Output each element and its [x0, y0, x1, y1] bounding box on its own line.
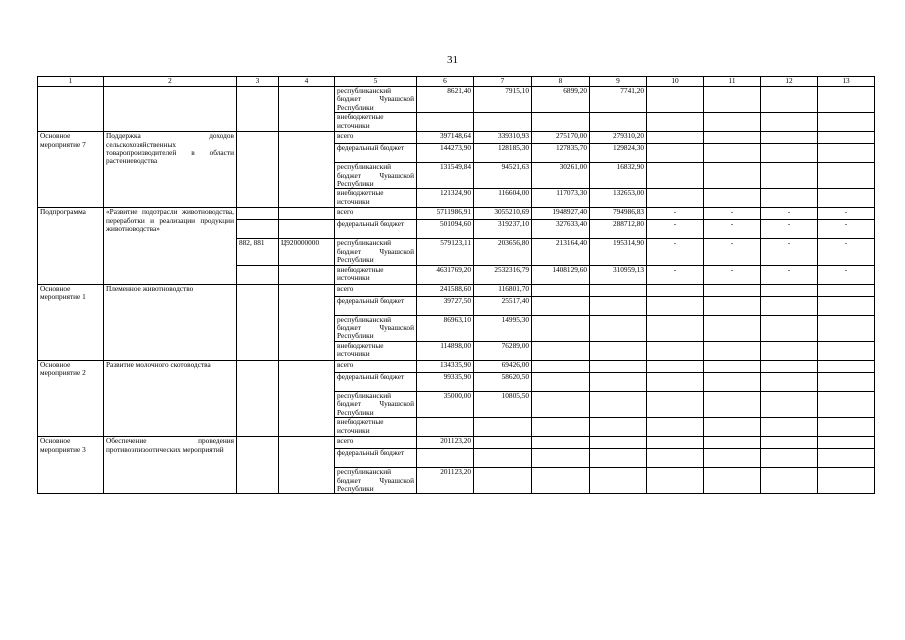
- cell-amount: [647, 391, 704, 417]
- cell-source: республиканский бюджет Чувашской Республики: [335, 163, 417, 189]
- cell-amount: [704, 87, 761, 113]
- column-header: 1: [38, 77, 104, 87]
- cell-amount: [532, 418, 590, 437]
- cell-amount: [532, 113, 590, 132]
- cell-amount: [647, 189, 704, 208]
- cell-amount: -: [704, 220, 761, 239]
- cell-amount: 1408129,60: [532, 265, 590, 284]
- cell-amount: 117073,30: [532, 189, 590, 208]
- cell-amount: 131549,84: [417, 163, 474, 189]
- cell-amount: 86963,10: [417, 315, 474, 341]
- cell-amount: [761, 418, 818, 437]
- cell-amount: [532, 468, 590, 494]
- cell-section: Основное мероприятие 1: [38, 284, 104, 360]
- table-row: [38, 87, 875, 113]
- cell-description: Развитие молочного скотоводства: [104, 360, 237, 436]
- cell-source: внебюджетные источники: [335, 265, 417, 284]
- cell-amount: 10805,50: [474, 391, 532, 417]
- cell-amount: 69426,00: [474, 360, 532, 372]
- cell-amount: [647, 315, 704, 341]
- cell-amount: 3055210,69: [474, 208, 532, 220]
- cell-amount: [647, 449, 704, 468]
- cell-source: внебюджетные источники: [335, 341, 417, 360]
- cell-amount: [647, 296, 704, 315]
- cell-amount: [761, 189, 818, 208]
- cell-amount: 35000,00: [417, 391, 474, 417]
- cell-amount: [647, 437, 704, 449]
- header-row: [38, 77, 875, 87]
- cell-amount: [647, 144, 704, 163]
- cell-source: всего: [335, 360, 417, 372]
- cell-amount: [761, 296, 818, 315]
- cell-amount: [647, 372, 704, 391]
- cell-amount: [647, 360, 704, 372]
- column-header: 7: [474, 77, 532, 87]
- cell-amount: 25517,40: [474, 296, 532, 315]
- cell-amount: [761, 437, 818, 449]
- cell-amount: 114898,00: [417, 341, 474, 360]
- cell-amount: [647, 163, 704, 189]
- table-row: [38, 132, 875, 144]
- cell-code: [279, 132, 335, 208]
- cell-amount: -: [647, 239, 704, 265]
- column-header: 11: [704, 77, 761, 87]
- cell-amount: [590, 437, 647, 449]
- cell-amount: [704, 449, 761, 468]
- cell-source: республиканский бюджет Чувашской Республики: [335, 315, 417, 341]
- table-row: [38, 360, 875, 372]
- cell-amount: [647, 284, 704, 296]
- cell-amount: [474, 418, 532, 437]
- cell-amount: 201123,20: [417, 468, 474, 494]
- cell-amount: 129824,30: [590, 144, 647, 163]
- cell-amount: [647, 87, 704, 113]
- cell-code: [279, 87, 335, 132]
- cell-amount: 16832,90: [590, 163, 647, 189]
- cell-grbs: [237, 360, 279, 436]
- cell-amount: [761, 315, 818, 341]
- cell-code: [279, 284, 335, 360]
- cell-amount: [647, 341, 704, 360]
- cell-amount: [704, 296, 761, 315]
- cell-description: [104, 87, 237, 132]
- cell-amount: 4631769,20: [417, 265, 474, 284]
- cell-amount: 1948927,40: [532, 208, 590, 220]
- cell-amount: [818, 391, 875, 417]
- cell-amount: -: [647, 220, 704, 239]
- cell-section: [38, 87, 104, 132]
- cell-amount: [532, 341, 590, 360]
- cell-amount: [704, 341, 761, 360]
- cell-amount: [590, 360, 647, 372]
- cell-amount: [818, 341, 875, 360]
- cell-source: всего: [335, 284, 417, 296]
- cell-source: федеральный бюджет: [335, 220, 417, 239]
- cell-code: [279, 208, 335, 220]
- table-row: [38, 437, 875, 449]
- cell-amount: [761, 163, 818, 189]
- cell-source: всего: [335, 437, 417, 449]
- cell-amount: [818, 360, 875, 372]
- cell-source: внебюджетные источники: [335, 113, 417, 132]
- cell-amount: [474, 449, 532, 468]
- cell-description: Обеспечение проведения противоэпизоотических мероприятий: [104, 437, 237, 494]
- cell-grbs: [237, 220, 279, 239]
- table-row: [38, 208, 875, 220]
- cell-amount: -: [761, 220, 818, 239]
- cell-amount: [818, 468, 875, 494]
- cell-amount: -: [761, 239, 818, 265]
- cell-source: федеральный бюджет: [335, 449, 417, 468]
- cell-amount: 121324,90: [417, 189, 474, 208]
- cell-amount: [647, 468, 704, 494]
- cell-amount: 14995,30: [474, 315, 532, 341]
- cell-code: [279, 265, 335, 284]
- cell-amount: [818, 132, 875, 144]
- cell-section: Основное мероприятие 7: [38, 132, 104, 208]
- cell-amount: [704, 163, 761, 189]
- cell-source: республиканский бюджет Чувашской Республики: [335, 391, 417, 417]
- cell-amount: [818, 87, 875, 113]
- cell-amount: [417, 418, 474, 437]
- cell-amount: [590, 391, 647, 417]
- cell-amount: 134335,90: [417, 360, 474, 372]
- cell-amount: [590, 468, 647, 494]
- cell-amount: [532, 449, 590, 468]
- cell-amount: [818, 315, 875, 341]
- page-number: 31: [447, 54, 458, 66]
- column-header: 5: [335, 77, 417, 87]
- cell-amount: [761, 284, 818, 296]
- cell-amount: [417, 113, 474, 132]
- cell-amount: 501094,60: [417, 220, 474, 239]
- cell-amount: [818, 418, 875, 437]
- cell-amount: [704, 315, 761, 341]
- cell-amount: -: [818, 220, 875, 239]
- cell-amount: [532, 296, 590, 315]
- cell-grbs: [237, 437, 279, 494]
- cell-amount: -: [818, 208, 875, 220]
- cell-amount: [704, 113, 761, 132]
- cell-amount: [761, 341, 818, 360]
- cell-amount: 128185,30: [474, 144, 532, 163]
- cell-amount: [818, 113, 875, 132]
- cell-amount: 132653,00: [590, 189, 647, 208]
- cell-amount: 195314,90: [590, 239, 647, 265]
- cell-amount: 203656,80: [474, 239, 532, 265]
- cell-amount: 397148,64: [417, 132, 474, 144]
- cell-code: [279, 360, 335, 436]
- cell-amount: [532, 372, 590, 391]
- cell-amount: 275170,00: [532, 132, 590, 144]
- cell-code: [279, 437, 335, 494]
- cell-source: внебюджетные источники: [335, 189, 417, 208]
- cell-amount: 7741,20: [590, 87, 647, 113]
- cell-amount: 116801,70: [474, 284, 532, 296]
- cell-amount: 99335,90: [417, 372, 474, 391]
- cell-amount: [474, 437, 532, 449]
- cell-amount: [761, 87, 818, 113]
- cell-amount: 213164,40: [532, 239, 590, 265]
- cell-amount: -: [704, 265, 761, 284]
- cell-code: Ц920000000: [279, 239, 335, 265]
- cell-amount: [818, 449, 875, 468]
- cell-amount: [704, 284, 761, 296]
- cell-amount: [818, 163, 875, 189]
- cell-amount: 58620,50: [474, 372, 532, 391]
- cell-amount: 8621,40: [417, 87, 474, 113]
- cell-amount: 39727,50: [417, 296, 474, 315]
- cell-amount: 127835,70: [532, 144, 590, 163]
- cell-amount: 7915,10: [474, 87, 532, 113]
- cell-section: Основное мероприятие 2: [38, 360, 104, 436]
- cell-description: Поддержка доходов сельскохозяйственных товаропроизводителей в области растениеводства: [104, 132, 237, 208]
- cell-amount: [704, 468, 761, 494]
- cell-amount: [761, 113, 818, 132]
- cell-amount: [704, 372, 761, 391]
- table-row: [38, 284, 875, 296]
- cell-amount: [647, 418, 704, 437]
- cell-amount: [818, 437, 875, 449]
- cell-grbs: [237, 132, 279, 208]
- cell-amount: 76289,00: [474, 341, 532, 360]
- column-header: 13: [818, 77, 875, 87]
- cell-amount: [532, 360, 590, 372]
- column-header: 12: [761, 77, 818, 87]
- cell-amount: [532, 391, 590, 417]
- cell-amount: 327633,40: [532, 220, 590, 239]
- cell-source: федеральный бюджет: [335, 296, 417, 315]
- column-header: 4: [279, 77, 335, 87]
- cell-amount: [818, 144, 875, 163]
- cell-amount: [532, 315, 590, 341]
- cell-amount: -: [761, 265, 818, 284]
- cell-amount: [704, 189, 761, 208]
- cell-amount: -: [818, 265, 875, 284]
- column-header: 10: [647, 77, 704, 87]
- cell-amount: -: [704, 239, 761, 265]
- cell-amount: 144273,90: [417, 144, 474, 163]
- cell-amount: -: [761, 208, 818, 220]
- cell-amount: [590, 418, 647, 437]
- cell-source: республиканский бюджет Чувашской Республики: [335, 468, 417, 494]
- cell-grbs: [237, 265, 279, 284]
- cell-amount: -: [818, 239, 875, 265]
- cell-amount: [761, 391, 818, 417]
- cell-source: республиканский бюджет Чувашской Республики: [335, 239, 417, 265]
- cell-amount: 579123,11: [417, 239, 474, 265]
- cell-source: республиканский бюджет Чувашской Республики: [335, 87, 417, 113]
- cell-amount: 279310,20: [590, 132, 647, 144]
- cell-amount: 310959,13: [590, 265, 647, 284]
- cell-amount: -: [647, 265, 704, 284]
- cell-amount: 288712,80: [590, 220, 647, 239]
- cell-amount: [761, 449, 818, 468]
- cell-amount: [704, 391, 761, 417]
- cell-amount: [704, 360, 761, 372]
- cell-source: федеральный бюджет: [335, 372, 417, 391]
- cell-source: всего: [335, 208, 417, 220]
- cell-amount: [761, 132, 818, 144]
- cell-amount: [590, 449, 647, 468]
- cell-amount: [761, 144, 818, 163]
- cell-amount: 241588,60: [417, 284, 474, 296]
- cell-amount: [647, 113, 704, 132]
- cell-code: [279, 220, 335, 239]
- cell-source: федеральный бюджет: [335, 144, 417, 163]
- cell-description: «Развитие подотрасли животноводства, переработки и реализации продукции животноводства»: [104, 208, 237, 284]
- cell-amount: [818, 296, 875, 315]
- cell-amount: -: [647, 208, 704, 220]
- cell-amount: [590, 372, 647, 391]
- cell-source: внебюджетные источники: [335, 418, 417, 437]
- cell-description: Племенное животноводство: [104, 284, 237, 360]
- cell-amount: -: [704, 208, 761, 220]
- cell-amount: [818, 284, 875, 296]
- cell-section: Основное мероприятие 3: [38, 437, 104, 494]
- cell-amount: 6899,20: [532, 87, 590, 113]
- cell-amount: [761, 372, 818, 391]
- cell-amount: [761, 468, 818, 494]
- cell-amount: [818, 372, 875, 391]
- cell-grbs: [237, 87, 279, 132]
- cell-source: всего: [335, 132, 417, 144]
- cell-amount: 794986,83: [590, 208, 647, 220]
- cell-amount: [474, 468, 532, 494]
- cell-amount: 116604,00: [474, 189, 532, 208]
- column-header: 2: [104, 77, 237, 87]
- cell-amount: [417, 449, 474, 468]
- cell-amount: [761, 360, 818, 372]
- column-header: 6: [417, 77, 474, 87]
- column-header: 3: [237, 77, 279, 87]
- column-header: 8: [532, 77, 590, 87]
- cell-amount: 5711986,91: [417, 208, 474, 220]
- cell-amount: [704, 132, 761, 144]
- cell-amount: [818, 189, 875, 208]
- cell-amount: [590, 113, 647, 132]
- cell-amount: 319237,10: [474, 220, 532, 239]
- cell-amount: 2532316,79: [474, 265, 532, 284]
- cell-amount: [474, 113, 532, 132]
- cell-section: Подпрограмма: [38, 208, 104, 284]
- cell-amount: [590, 284, 647, 296]
- cell-amount: 339310,93: [474, 132, 532, 144]
- cell-amount: [647, 132, 704, 144]
- cell-grbs: [237, 208, 279, 220]
- cell-amount: [590, 315, 647, 341]
- cell-grbs: [237, 284, 279, 360]
- cell-amount: [532, 284, 590, 296]
- cell-amount: 94521,63: [474, 163, 532, 189]
- budget-table: [37, 76, 875, 494]
- cell-amount: [590, 296, 647, 315]
- cell-amount: [704, 144, 761, 163]
- cell-amount: [704, 437, 761, 449]
- cell-amount: [532, 437, 590, 449]
- cell-amount: 201123,20: [417, 437, 474, 449]
- column-header: 9: [590, 77, 647, 87]
- cell-amount: [590, 341, 647, 360]
- cell-grbs: 882, 881: [237, 239, 279, 265]
- cell-amount: 30261,00: [532, 163, 590, 189]
- cell-amount: [704, 418, 761, 437]
